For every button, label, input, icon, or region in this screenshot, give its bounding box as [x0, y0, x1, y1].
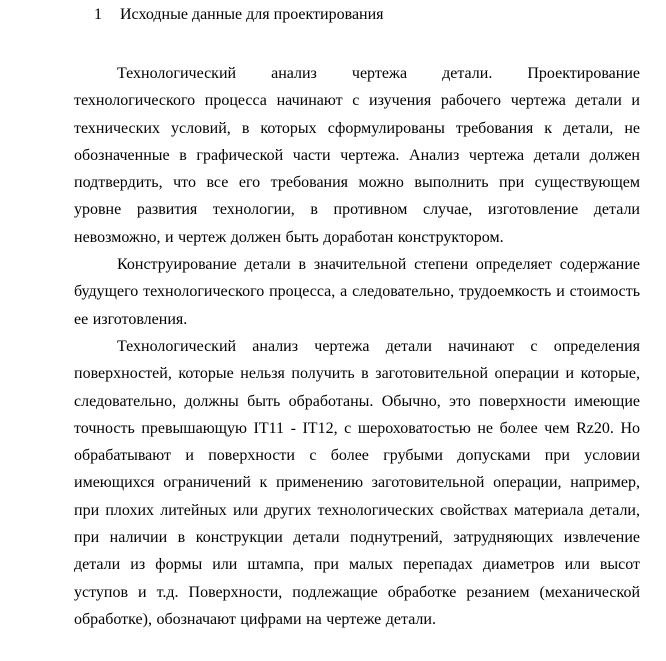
paragraph-surface-analysis: Технологический анализ чертежа детали начинают с определения поверхностей, которые нельзя получить в заготовительной операции и которые, следовательно, должны быть обработаны. Обычно, это поверхности имеющие точность превышающую IT11 - IT12, с шероховатостью не более чем Rz20. Но обрабатывают и поверхности с более грубыми допусками при условии имеющихся ограничений к применению заготовительной операции, например, при плохих литейных или других технологических свойствах материала детали, при наличии в конструкции детали поднутрений, затрудняющих извлечение детали из формы или штампа, при малых перепадах диаметров или высот уступов и т.д. Поверхности, подлежащие обработке резанием (механической обработке), обозначают цифрами на чертеже детали.	[74, 337, 640, 628]
document-body	[74, 60, 640, 633]
section-heading	[94, 4, 384, 26]
paragraph-part-design: Конструирование детали в значительной степени определяет содержание будущего технологического процесса, а следовательно, трудоемкость и стоимость ее изготовления.	[74, 256, 640, 328]
section-title: Исходные данные для проектирования	[120, 6, 384, 23]
paragraph-drawing-analysis: Технологический анализ чертежа детали. Проектирование технологического процесса начинают с изучения рабочего чертежа детали и технических условий, в которых сформулированы требования к детали, не обозначенные в графической части чертежа. Анализ чертежа детали должен подтвердить, что все его требования можно выполнить при существующем уровне развития технологии, в противном случае, изготовление детали невозможно, и чертеж должен быть доработан конструктором.	[74, 65, 640, 246]
section-number: 1	[94, 6, 102, 23]
